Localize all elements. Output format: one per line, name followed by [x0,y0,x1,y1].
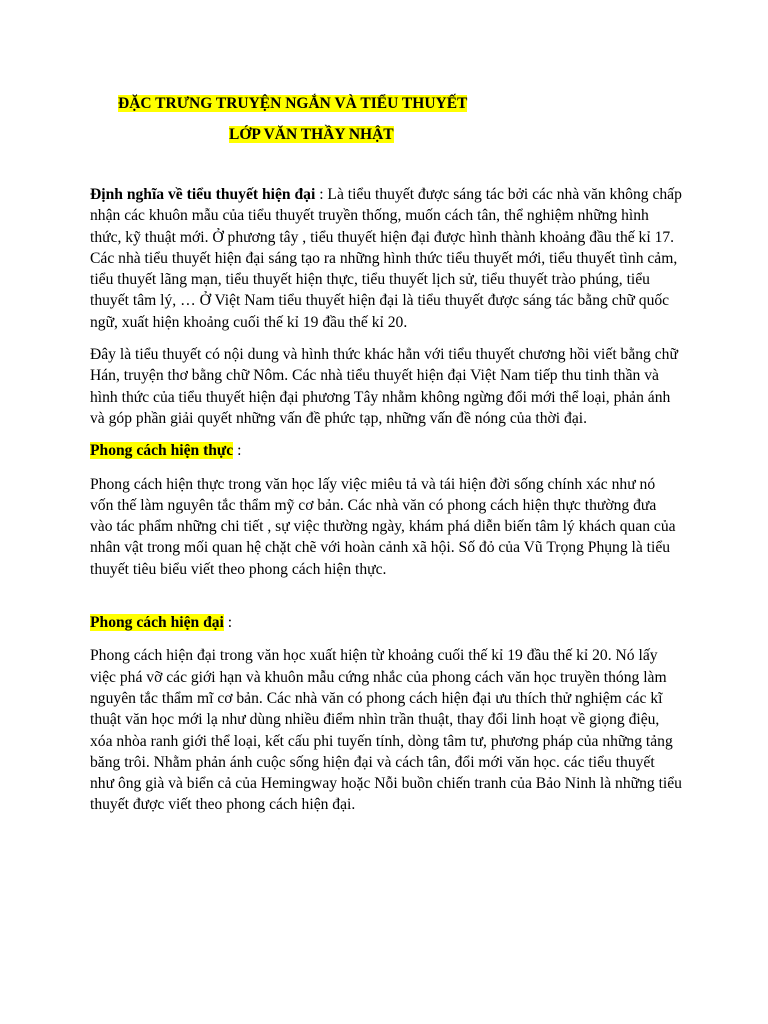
modern-paragraph: Phong cách hiện đại trong văn học xuất hiện từ khoảng cuối thế kỉ 19 đầu thế kỉ 20. Nó lấy việc phá vỡ các giới hạn và khuôn mẫu cứng nhắc của phong cách văn học truyền thóng làm nguyên tắc thẩm mĩ cơ bản. Các nhà văn có phong cách hiện đại ưu thích thử nghiệm các kĩ thuật văn học mới lạ như dùng nhiều điểm nhìn trần thuật, thay đổi linh hoạt về giọng điệu, xóa nhòa ranh giới thể loại, kết cấu phi tuyến tính, dòng tâm tư, phương pháp của những tảng băng trôi. Nhằm phản ánh cuộc sống hiện đại và cách tân, đổi mới văn học. các tiểu thuyết như ông già và biển cả của Hemingway hoặc Nỗi buồn chiến tranh của Bảo Ninh là những tiểu thuyết được viết theo phong cách hiện đại. [90,647,682,814]
document-body [90,184,682,827]
realism-heading-colon: : [233,442,242,460]
title-highlight: ĐẶC TRƯNG TRUYỆN NGẮN VÀ TIỂU THUYẾT [118,95,468,112]
document-title [118,94,467,114]
modern-heading [90,612,682,633]
modern-heading-text: Phong cách hiện đại [90,614,224,632]
realism-paragraph: Phong cách hiện thực trong văn học lấy việc miêu tả và tái hiện đời sống chính xác như nó vốn thế làm nguyên tắc thẩm mỹ cơ bản. Các nhà văn có phong cách hiện thực thường đưa vào tác phẩm những chi tiết , sự việc thường ngày, khám phá diễn biến tâm lý khách quan của nhân vật trong mối quan hệ chặt chẽ với hoàn cảnh xã hội. Số đỏ của Vũ Trọng Phụng là tiểu thuyết tiêu biểu viết theo phong cách hiện thực. [90,475,676,578]
realism-heading [90,440,682,461]
paragraph-tieu-thuyet-hien-dai: Đây là tiểu thuyết có nội dung và hình thức khác hẳn với tiểu thuyết chương hồi viết bằng chữ Hán, truyện thơ bằng chữ Nôm. Các nhà tiểu thuyết hiện đại Việt Nam tiếp thu tinh thần và hình thức của tiểu thuyết hiện đại phương Tây nhằm không ngừng đổi mới thể loại, phản ánh và góp phần giải quyết những vấn đề phức tạp, những vấn đề nóng của thời đại. [90,346,678,427]
definition-term: Định nghĩa về tiểu thuyết hiện đại [90,186,316,203]
subtitle-highlight: LỚP VĂN THẦY NHẬT [229,126,394,143]
document-subtitle [229,125,394,145]
modern-heading-colon: : [223,614,233,632]
realism-heading-text: Phong cách hiện thực [90,442,234,460]
definition-text: : Là tiểu thuyết được sáng tác bởi các nhà văn không chấp nhận các khuôn mẫu của tiểu thuyết truyền thống, muốn cách tân, thể nghiệm những hình thức, kỹ thuật mới. Ở phương tây , tiểu thuyết hiện đại được hình thành khoảng đầu thế kỉ 17. Các nhà tiểu thuyết hiện đại sáng tạo ra những hình thức tiểu thuyết mới, tiểu thuyết tình cảm, tiểu thuyết lãng mạn, tiểu thuyết hiện thực, tiểu thuyết lịch sử, tiểu thuyết trào phúng, tiểu thuyết tâm lý, … Ở Việt Nam tiểu thuyết hiện đại là tiểu thuyết được sáng tác bằng chữ quốc ngữ, xuất hiện khoảng cuối thế kỉ 19 đầu thế kỉ 20. [90,186,682,331]
definition-paragraph [90,184,682,333]
